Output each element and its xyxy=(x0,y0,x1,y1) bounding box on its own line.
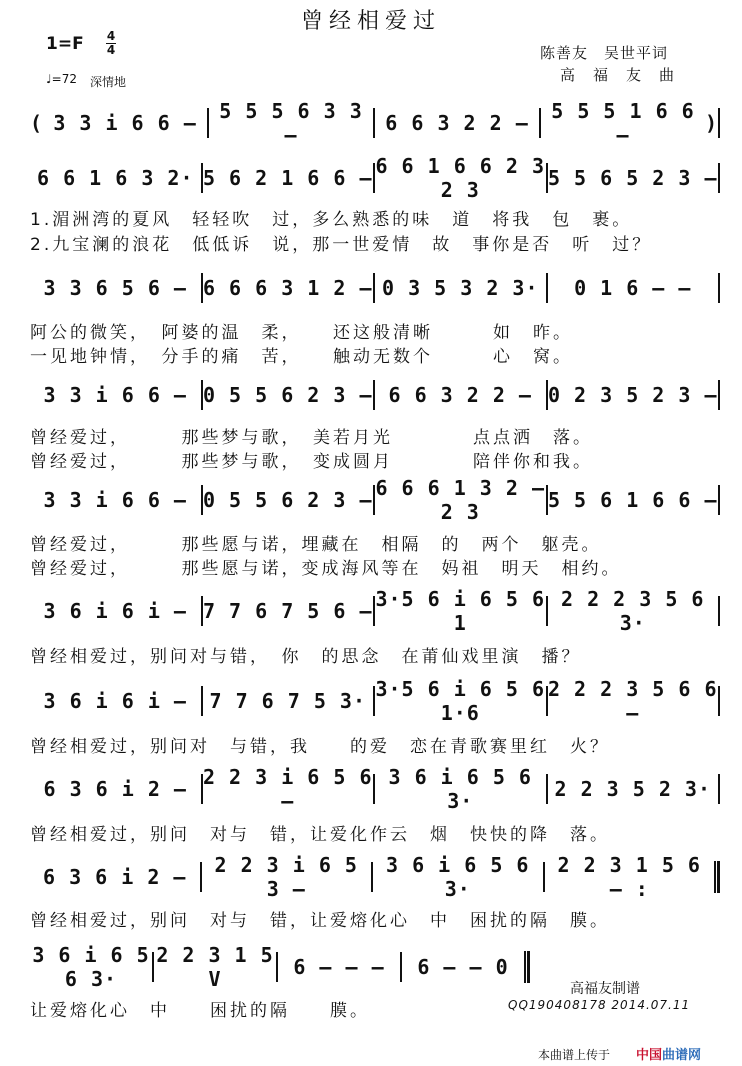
lyric-row4-verse1: 曾经爱过， 那些梦与歌， 美若月光 点点洒 落。 xyxy=(30,428,593,448)
measure: 6 – – 0 xyxy=(417,955,509,979)
time-bottom: 4 xyxy=(106,43,116,57)
time-signature xyxy=(106,30,116,57)
measure: 5 5 6 1 6 6 – xyxy=(547,488,718,512)
notes-line xyxy=(30,587,720,635)
measure: 6 3 6 i 2 – xyxy=(43,777,187,801)
measure: 0 2 3 5 2 3 – xyxy=(547,383,718,407)
barline xyxy=(718,596,720,626)
notes-line xyxy=(30,99,720,147)
measure: 6 3 6 i 2 – xyxy=(43,865,187,889)
measure: 6 – – – xyxy=(293,955,385,979)
notes-line xyxy=(30,677,720,725)
measure: 6 6 6 1 3 2 – 2 3 xyxy=(375,476,546,524)
measure: 7 7 6 7 5 6 – xyxy=(202,599,373,623)
composer-credit: 高福友曲 xyxy=(560,66,693,84)
lyric-row2-verse1: 1.湄洲湾的夏风 轻轻吹 过，多么熟悉的味 道 将我 包 裹。 xyxy=(30,210,633,230)
upload-note: 本曲谱上传于 xyxy=(538,1048,611,1062)
barline xyxy=(718,485,720,515)
final-barline xyxy=(714,861,720,893)
measure: 5 6 2 1 6 6 – xyxy=(202,166,373,190)
measure: 6 6 3 2 2 – xyxy=(388,383,532,407)
expression-mark: 深情地 xyxy=(90,75,127,89)
lyric-row10: 让爱熔化心 中 困扰的隔 膜。 xyxy=(30,1001,370,1021)
lyric-row6: 曾经相爱过，别问对与错， 你 的思念 在莆仙戏里演 播？ xyxy=(30,647,582,667)
measure: 0 3 5 3 2 3· xyxy=(382,276,539,300)
lyric-row3-verse1: 阿公的微笑， 阿婆的温 柔， 还这般清晰 如 昨。 xyxy=(30,323,573,343)
open-paren: ( xyxy=(30,111,44,135)
notes-line xyxy=(30,154,720,202)
notes-line xyxy=(30,765,720,813)
lyric-row7: 曾经相爱过，别问对 与错，我 的爱 恋在青歌赛里红 火？ xyxy=(30,737,610,757)
measure: 3 6 i 6 i – xyxy=(43,599,187,623)
lyric-row3-verse2: 一见地钟情， 分手的痛 苦， 触动无数个 心 窝。 xyxy=(30,347,573,367)
measure: 3 6 i 6 5 6 3· xyxy=(388,765,532,813)
page-title: 曾经相爱过 xyxy=(300,9,441,34)
measure: 2 2 2 3 5 6 6 – xyxy=(547,677,718,725)
lyric-row9: 曾经相爱过，别问 对与 错，让爱熔化心 中 困扰的隔 膜。 xyxy=(30,911,610,931)
measure: 2 2 3 1 5 V xyxy=(156,943,274,991)
measure: 3 6 i 6 5 6 3· xyxy=(32,943,150,991)
measure: 3·5 6 i 6 5 6 1·6 xyxy=(375,677,546,725)
measure: 6 6 3 2 2 – xyxy=(385,111,529,135)
lyric-row4-verse2: 曾经爱过， 那些梦与歌， 变成圆月 陪伴你和我。 xyxy=(30,452,593,472)
tempo-mark: ♩=72 xyxy=(46,72,77,86)
lyric-row8: 曾经相爱过，别问 对与 错，让爱化作云 烟 快快的降 落。 xyxy=(30,825,610,845)
notes-line xyxy=(30,943,530,991)
measure: 0 5 5 6 2 3 – xyxy=(202,383,373,407)
measure: 0 1 6 – – xyxy=(574,276,692,300)
measure: 3 3 i 6 6 – xyxy=(43,383,187,407)
barline xyxy=(718,163,720,193)
final-barline xyxy=(524,951,530,983)
barline xyxy=(718,273,720,303)
notes-line xyxy=(30,382,720,410)
measure: 2 2 3 5 2 3· xyxy=(554,777,711,801)
measure: 3·5 6 i 6 5 6 1 xyxy=(375,587,546,635)
notes-line xyxy=(30,853,720,901)
measure: 5 5 5 6 3 3 – xyxy=(219,99,363,147)
measure: 3 3 i 6 6 – xyxy=(43,488,187,512)
site-logo xyxy=(636,1044,701,1063)
measure: 6 6 1 6 6 2 3 2 3 xyxy=(375,154,546,202)
notes-line xyxy=(30,275,720,303)
lyricist-credit: 陈善友 吴世平词 xyxy=(540,44,669,62)
measure: 5 5 5 1 6 6 – xyxy=(551,99,695,147)
contact-date: QQ190408178 2014.07.11 xyxy=(508,998,691,1012)
measure: 6 6 1 6 3 2· xyxy=(37,166,194,190)
measure: 5 5 6 5 2 3 – xyxy=(547,166,718,190)
lyric-row5-verse2: 曾经爱过， 那些愿与诺，变成海风等在 妈祖 明天 相约。 xyxy=(30,559,622,579)
measure: 0 5 5 6 2 3 – xyxy=(202,488,373,512)
notes-line xyxy=(30,476,720,524)
time-top: 4 xyxy=(106,29,116,43)
lyric-row2-verse2: 2.九宝澜的浪花 低低诉 说，那一世爱情 故 事你是否 听 过？ xyxy=(30,235,653,255)
measure: 2 2 3 1 5 6 – : xyxy=(557,853,701,901)
measure: 3 6 i 6 5 6 3· xyxy=(386,853,530,901)
lyric-row5-verse1: 曾经爱过， 那些愿与诺，埋藏在 相隔 的 两个 躯壳。 xyxy=(30,535,602,555)
key-signature: 1=F xyxy=(46,34,84,54)
notation-credit: 高福友制谱 xyxy=(570,981,640,997)
barline xyxy=(718,686,720,716)
measure: 3 3 i 6 6 – xyxy=(53,111,197,135)
measure: 3 3 6 5 6 – xyxy=(43,276,187,300)
measure: 2 2 2 3 5 6 3· xyxy=(561,587,705,635)
barline xyxy=(718,380,720,410)
barline xyxy=(718,774,720,804)
measure: 3 6 i 6 i – xyxy=(43,689,187,713)
measure: 6 6 6 3 1 2 – xyxy=(202,276,373,300)
logo-accent: 曲谱网 xyxy=(662,1048,702,1063)
measure: 2 2 3 i 6 5 6 – xyxy=(202,765,373,813)
logo-main: 中国 xyxy=(636,1048,663,1063)
barline xyxy=(718,108,720,138)
measure: 2 2 3 i 6 5 3 – xyxy=(214,853,358,901)
close-paren: ) xyxy=(704,111,719,135)
measure: 7 7 6 7 5 3· xyxy=(209,689,366,713)
